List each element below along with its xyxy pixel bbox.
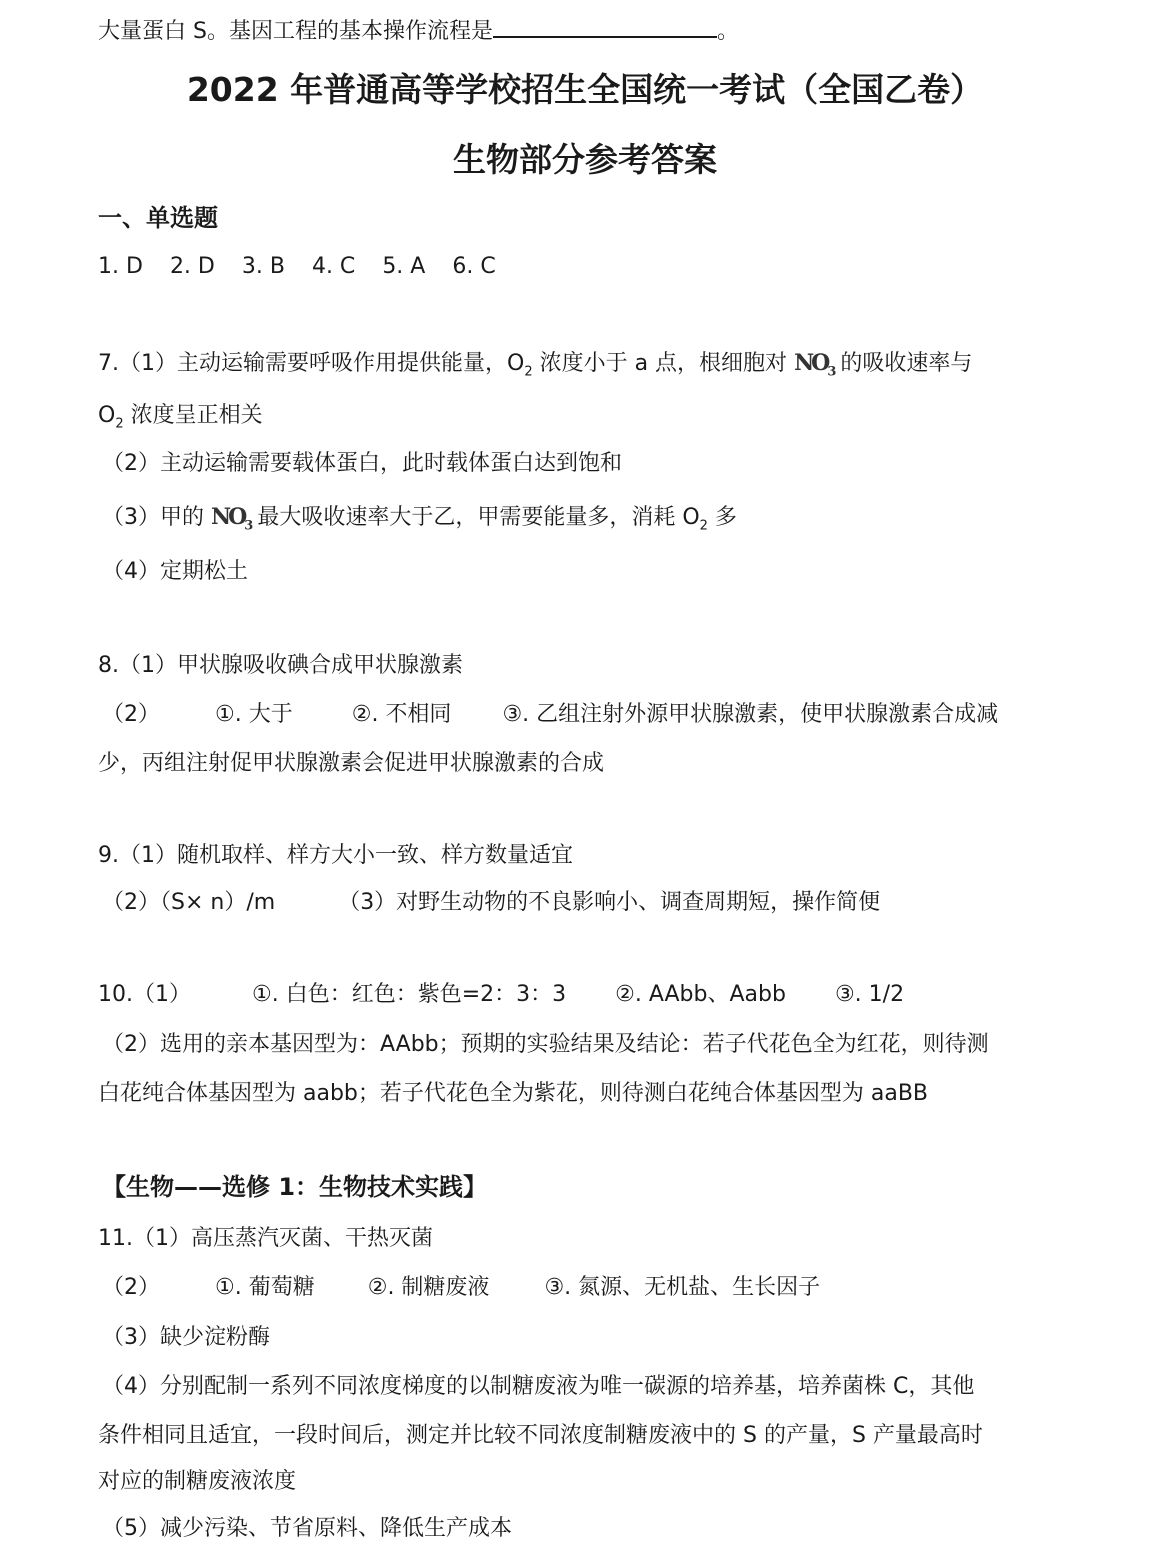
q10-answer: ③. 1/2 [834, 982, 905, 1007]
q10-answer: ②. AAbb、Aabb [615, 982, 786, 1007]
q11-part2 [102, 1275, 820, 1301]
q7-text: 的吸收速率与 [833, 351, 973, 376]
formula-sub: 3 [244, 518, 251, 534]
formula-main: NO [211, 504, 245, 530]
q11-part4-cont: 条件相同且适宜，一段时间后，测定并比较不同浓度制糖废液中的 S 的产量，S 产量最高时 [98, 1423, 983, 1448]
q11-part5: （5）减少污染、节省原料、降低生产成本 [102, 1516, 512, 1541]
q7-part3 [102, 504, 737, 534]
q7-text: 最大吸收速率大于乙，甲需要能量多，消耗 O [250, 505, 700, 530]
q8-answer: ②. 不相同 [351, 702, 452, 727]
q7-text: O [98, 403, 116, 428]
mc-answer: 5. A [382, 254, 426, 279]
q7-text: 7.（1）主动运输需要呼吸作用提供能量，O [98, 351, 525, 376]
q11-label: （2） [102, 1275, 160, 1300]
formula-sub: 3 [827, 364, 834, 380]
mc-answer: 6. C [452, 254, 496, 279]
answer-blank [493, 16, 717, 38]
page-title: 2022 年普通高等学校招生全国统一考试（全国乙卷） [186, 70, 984, 109]
q9-answer: （3）对野生动物的不良影响小、调查周期短，操作简便 [338, 890, 881, 915]
q9-answer: （2）（S× n）/m [102, 890, 276, 915]
formula-main: NO [794, 350, 828, 376]
q8-label: （2） [102, 702, 160, 727]
q8-part1: 8.（1）甲状腺吸收碘合成甲状腺激素 [98, 653, 463, 678]
q7-text: （3）甲的 [102, 505, 211, 530]
top-text: 大量蛋白 S。基因工程的基本操作流程是 [98, 19, 493, 44]
q10-label: 10.（1） [98, 982, 191, 1007]
nitrate-formula [794, 350, 834, 380]
q9-part1: 9.（1）随机取样、样方大小一致、样方数量适宜 [98, 843, 573, 868]
subscript: 2 [115, 416, 124, 432]
q11-answer: ③. 氮源、无机盐、生长因子 [544, 1275, 821, 1300]
q10-part2: （2）选用的亲本基因型为：AAbb；预期的实验结果及结论：若子代花色全为红花，则待测 [102, 1032, 989, 1057]
q11-part3: （3）缺少淀粉酶 [102, 1325, 270, 1350]
mc-answer: 1. D [98, 254, 143, 279]
q8-part2-cont: 少，丙组注射促甲状腺激素会促进甲状腺激素的合成 [98, 751, 605, 776]
q11-answer: ①. 葡萄糖 [215, 1275, 315, 1300]
mc-answer: 4. C [311, 254, 356, 279]
mc-answer: 3. B [241, 254, 285, 279]
mc-answers [98, 254, 496, 280]
q7-part2: （2）主动运输需要载体蛋白，此时载体蛋白达到饱和 [102, 451, 622, 476]
top-end: 。 [716, 19, 739, 44]
q7-part4: （4）定期松土 [102, 559, 248, 584]
top-line [98, 16, 739, 45]
nitrate-formula [211, 504, 251, 534]
section-heading-elective: 【生物——选修 1：生物技术实践】 [102, 1173, 488, 1201]
page-subtitle: 生物部分参考答案 [453, 140, 717, 179]
q9-part2-3 [102, 890, 880, 916]
q7-part1-cont [98, 403, 263, 432]
q11-part1: 11.（1）高压蒸汽灭菌、干热灭菌 [98, 1226, 433, 1251]
section-heading-mc: 一、单选题 [98, 204, 218, 232]
q10-part2-cont: 白花纯合体基因型为 aabb；若子代花色全为紫花，则待测白花纯合体基因型为 aaBB [98, 1081, 929, 1106]
q10-answer: ①. 白色：红色：紫色=2：3：3 [252, 982, 567, 1007]
q8-part2 [102, 702, 998, 728]
q8-answer: ①. 大于 [215, 702, 293, 727]
q7-part1 [98, 350, 972, 380]
mc-answer: 2. D [169, 254, 215, 279]
q8-answer: ③. 乙组注射外源甲状腺激素，使甲状腺激素合成减 [502, 702, 999, 727]
q7-text: 浓度小于 a 点，根细胞对 [532, 351, 795, 376]
subscript: 2 [524, 364, 533, 380]
q10-part1 [98, 982, 904, 1008]
q7-text: 多 [707, 505, 737, 530]
q11-answer: ②. 制糖废液 [367, 1275, 490, 1300]
q11-part4: （4）分别配制一系列不同浓度梯度的以制糖废液为唯一碳源的培养基，培养菌株 C，其他 [102, 1374, 975, 1399]
q11-part4-cont2: 对应的制糖废液浓度 [98, 1469, 297, 1494]
q7-text: 浓度呈正相关 [123, 403, 263, 428]
subscript: 2 [699, 518, 708, 534]
